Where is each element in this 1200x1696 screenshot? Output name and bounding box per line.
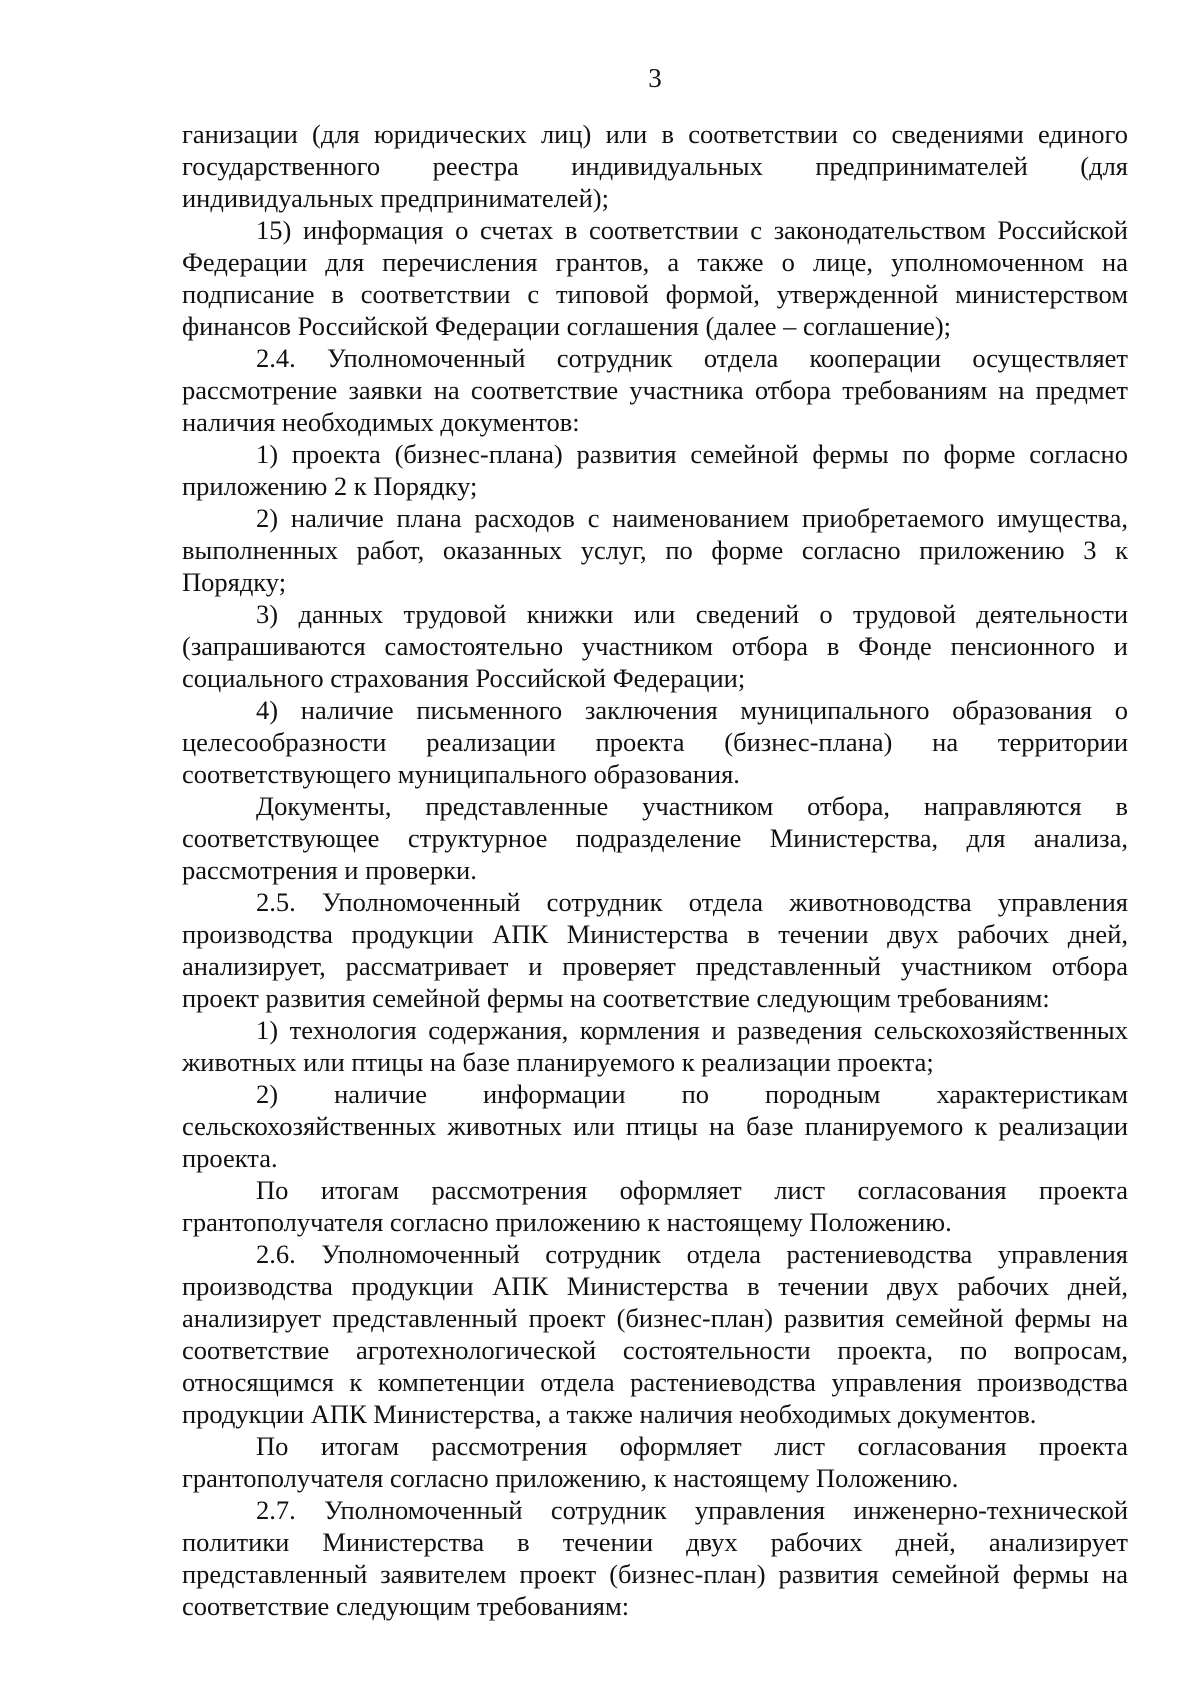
paragraph-2-6: 2.6. Уполномоченный сотрудник отдела растениеводства управления производства продукции АПК Министерства в течении двух рабочих дней, анализирует представленный проект (бизнес-план) развития семейной фермы на соответствие агротехнологической состоятельности проекта, по вопросам, относящимся к компетенции отдела растениеводства управления производства продукции АПК Министерства, а также наличия необходимых документов.	[182, 1239, 1128, 1429]
paragraph-2-4: 2.4. Уполномоченный сотрудник отдела кооперации осуществляет рассмотрение заявки на соответствие участника отбора требованиям на предмет наличия необходимых документов:	[182, 343, 1128, 437]
paragraph-2-4-item-2: 2) наличие плана расходов с наименованием приобретаемого имущества, выполненных работ, оказанных услуг, по форме согласно приложению 3 к Порядку;	[182, 503, 1128, 597]
paragraph-2-5-item-1: 1) технология содержания, кормления и разведения сельскохозяйственных животных или птицы на базе планируемого к реализации проекта;	[182, 1015, 1128, 1077]
page-number: 3	[648, 63, 662, 93]
paragraph-2-4-item-1: 1) проекта (бизнес-плана) развития семейной фермы по форме согласно приложению 2 к Порядку;	[182, 439, 1128, 501]
paragraph-item-15: 15) информация о счетах в соответствии с законодательством Российской Федерации для перечисления грантов, а также о лице, уполномоченном на подписание в соответствии с типовой формой, утвержденной министерством финансов Российской Федерации соглашения (далее – соглашение);	[182, 215, 1128, 341]
paragraph-2-4-item-4: 4) наличие письменного заключения муниципального образования о целесообразности реализации проекта (бизнес-плана) на территории соответствующего муниципального образования.	[182, 695, 1128, 789]
paragraph-2-5-result: По итогам рассмотрения оформляет лист согласования проекта грантополучателя согласно приложению к настоящему Положению.	[182, 1175, 1128, 1237]
paragraph-2-6-result: По итогам рассмотрения оформляет лист согласования проекта грантополучателя согласно приложению, к настоящему Положению.	[182, 1431, 1128, 1493]
paragraph-continuation: ганизации (для юридических лиц) или в соответствии со сведениями единого государственного реестра индивидуальных предпринимателей (для индивидуальных предпринимателей);	[182, 119, 1128, 213]
paragraph-documents: Документы, представленные участником отбора, направляются в соответствующее структурное подразделение Министерства, для анализа, рассмотрения и проверки.	[182, 791, 1128, 885]
paragraph-2-5-item-2: 2) наличие информации по породным характеристикам сельскохозяйственных животных или птицы на базе планируемого к реализации проекта.	[182, 1079, 1128, 1173]
paragraph-2-4-item-3: 3) данных трудовой книжки или сведений о трудовой деятельности (запрашиваются самостоятельно участником отбора в Фонде пенсионного и социального страхования Российской Федерации;	[182, 599, 1128, 693]
paragraph-2-7: 2.7. Уполномоченный сотрудник управления инженерно-технической политики Министерства в течении двух рабочих дней, анализирует представленный заявителем проект (бизнес-план) развития семейной фермы на соответствие следующим требованиям:	[182, 1495, 1128, 1621]
paragraph-2-5: 2.5. Уполномоченный сотрудник отдела животноводства управления производства продукции АПК Министерства в течении двух рабочих дней, анализирует, рассматривает и проверяет представленный участником отбора проект развития семейной фермы на соответствие следующим требованиям:	[182, 887, 1128, 1013]
document-body	[182, 118, 1128, 1622]
